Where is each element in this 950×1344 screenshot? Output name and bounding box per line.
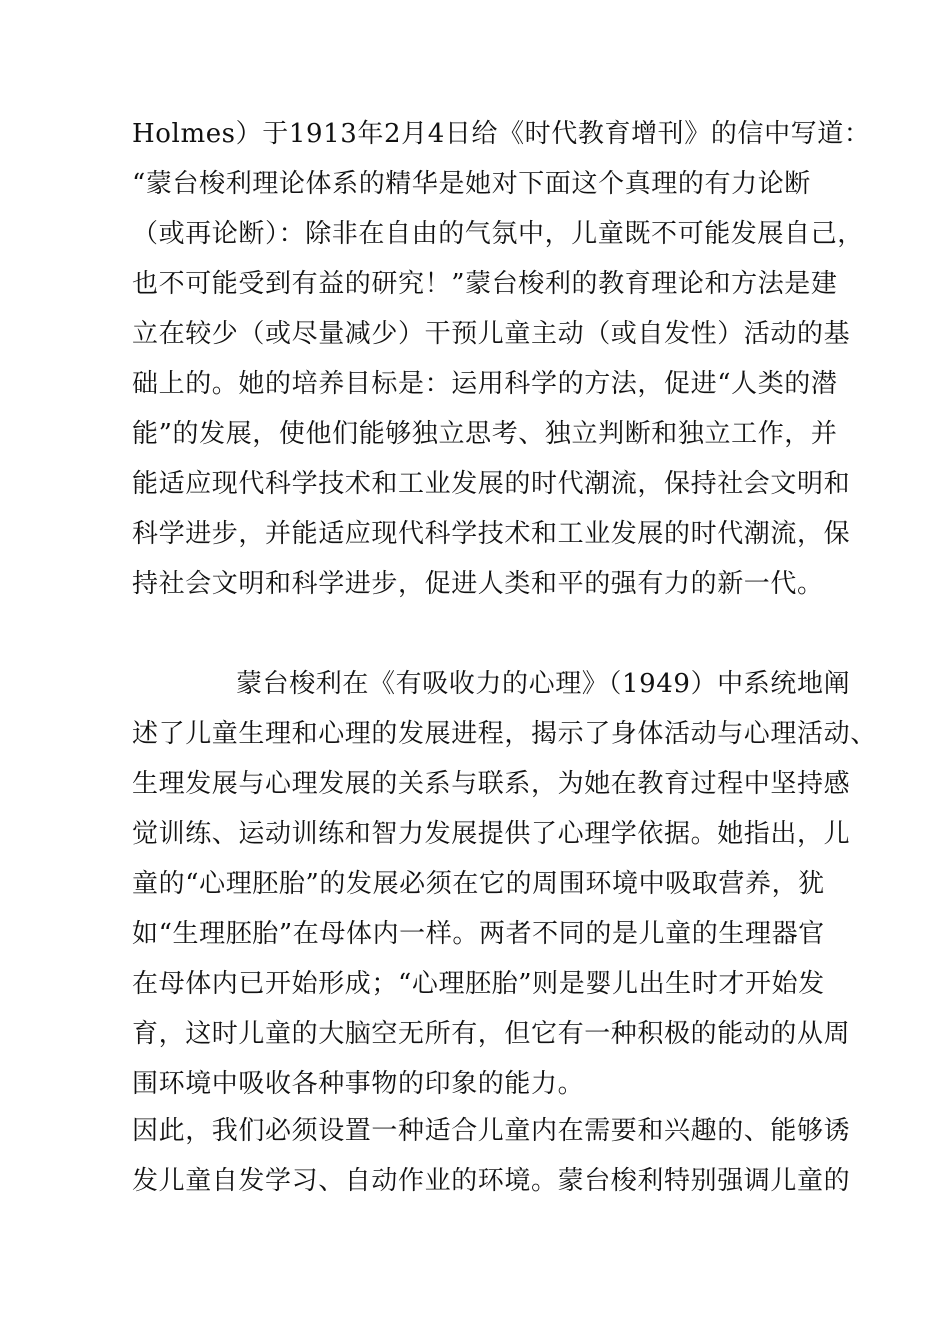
text-line: （或再论断）：除非在自由的气氛中，儿童既不可能发展自己， xyxy=(132,219,864,249)
text-line: 述了儿童生理和心理的发展进程，揭示了身体活动与心理活动、 xyxy=(132,719,877,749)
text-line: 科学进步，并能适应现代科学技术和工业发展的时代潮流，保 xyxy=(132,519,851,549)
text-line: 觉训练、运动训练和智力发展提供了心理学依据。她指出，儿 xyxy=(132,819,851,849)
text-line: 因此，我们必须设置一种适合儿童内在需要和兴趣的、能够诱 xyxy=(132,1116,851,1146)
text-line: 童的“心理胚胎”的发展必须在它的周围环境中吸取营养，犹 xyxy=(132,869,825,899)
text-line: 础上的。她的培养目标是：运用科学的方法，促进“人类的潜 xyxy=(132,369,838,399)
text-line: 也不可能受到有益的研究！”蒙台梭利的教育理论和方法是建 xyxy=(132,269,838,299)
text-line: 能”的发展，使他们能够独立思考、独立判断和独立工作，并 xyxy=(132,419,838,449)
text-line: 在母体内已开始形成；“心理胚胎”则是婴儿出生时才开始发 xyxy=(132,969,825,999)
text-line: 蒙台梭利在《有吸收力的心理》（1949）中系统地阐 xyxy=(236,669,851,699)
text-line: Holmes）于1913年2月4日给《时代教育增刊》的信中写道： xyxy=(132,119,871,149)
text-line: 如“生理胚胎”在母体内一样。两者不同的是儿童的生理器官 xyxy=(132,919,825,949)
text-line: 育，这时儿童的大脑空无所有，但它有一种积极的能动的从周 xyxy=(132,1019,851,1049)
text-line: “蒙台梭利理论体系的精华是她对下面这个真理的有力论断 xyxy=(132,169,811,199)
text-line: 生理发展与心理发展的关系与联系，为她在教育过程中坚持感 xyxy=(132,769,851,799)
text-line: 能适应现代科学技术和工业发展的时代潮流，保持社会文明和 xyxy=(132,469,851,499)
text-line: 持社会文明和科学进步，促进人类和平的强有力的新一代。 xyxy=(132,569,824,599)
text-line: 立在较少（或尽量减少）干预儿童主动（或自发性）活动的基 xyxy=(132,319,851,349)
text-line: 发儿童自发学习、自动作业的环境。蒙台梭利特别强调儿童的 xyxy=(132,1166,851,1196)
text-line: 围环境中吸收各种事物的印象的能力。 xyxy=(132,1069,585,1099)
